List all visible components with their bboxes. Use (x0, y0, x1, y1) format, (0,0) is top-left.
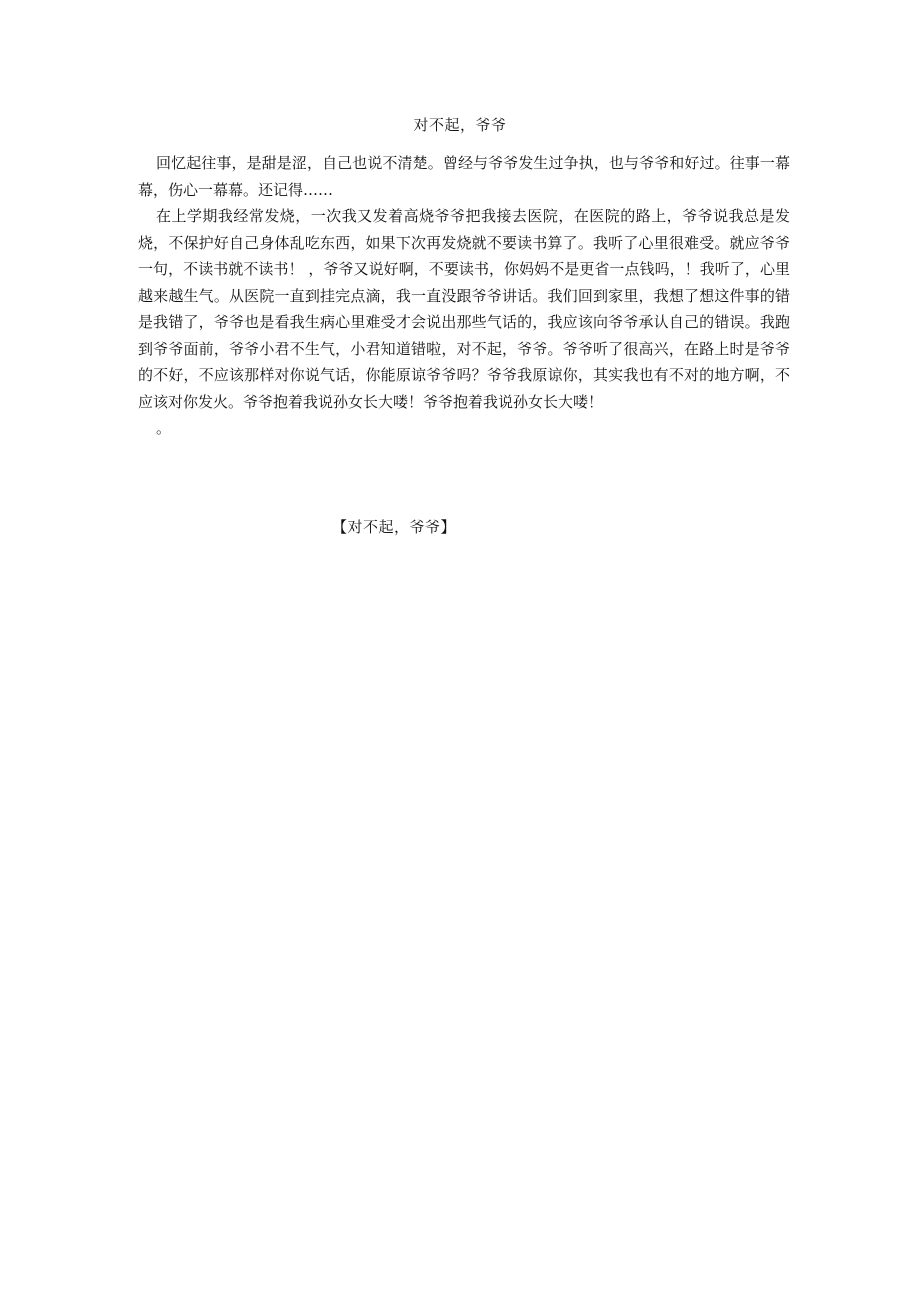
footer-title: 【对不起，爷爷】 (332, 518, 457, 536)
paragraph-intro: 回忆起往事，是甜是涩，自己也说不清楚。曾经与爷爷发生过争执，也与爷爷和好过。往事一幕幕，伤心一幕幕。还记得…… (138, 154, 790, 199)
document-body (138, 150, 790, 442)
document-title: 对不起，爷爷 (413, 116, 507, 134)
paragraph-story: 在上学期我经常发烧，一次我又发着高烧爷爷把我接去医院，在医院的路上，爷爷说我总是发烧，不保护好自己身体乱吃东西，如果下次再发烧就不要读书算了。我听了心里很难受。就应爷爷一句，不读书就不读书！ ，爷爷又说好啊，不要读书，你妈妈不是更省一点钱吗，！我听了，心里越来越生气。从医院一直到挂完点滴，我一直没跟爷爷讲话。我们回到家里，我想了想这件事的错是我错了，爷爷也是看我生病心里难受才会说出那些气话的，我应该向爷爷承认自己的错误。我跑到爷爷面前，爷爷小君不生气，小君知道错啦，对不起，爷爷。爷爷听了很高兴，在路上时是爷爷的不好，不应该那样对你说气话，你能原谅爷爷吗？爷爷我原谅你，其实我也有不对的地方啊，不应该对你发火。爷爷抱着我说孙女长大喽！爷爷抱着我说孙女长大喽！ (138, 207, 790, 411)
paragraph-end-mark: 。 (156, 419, 172, 437)
